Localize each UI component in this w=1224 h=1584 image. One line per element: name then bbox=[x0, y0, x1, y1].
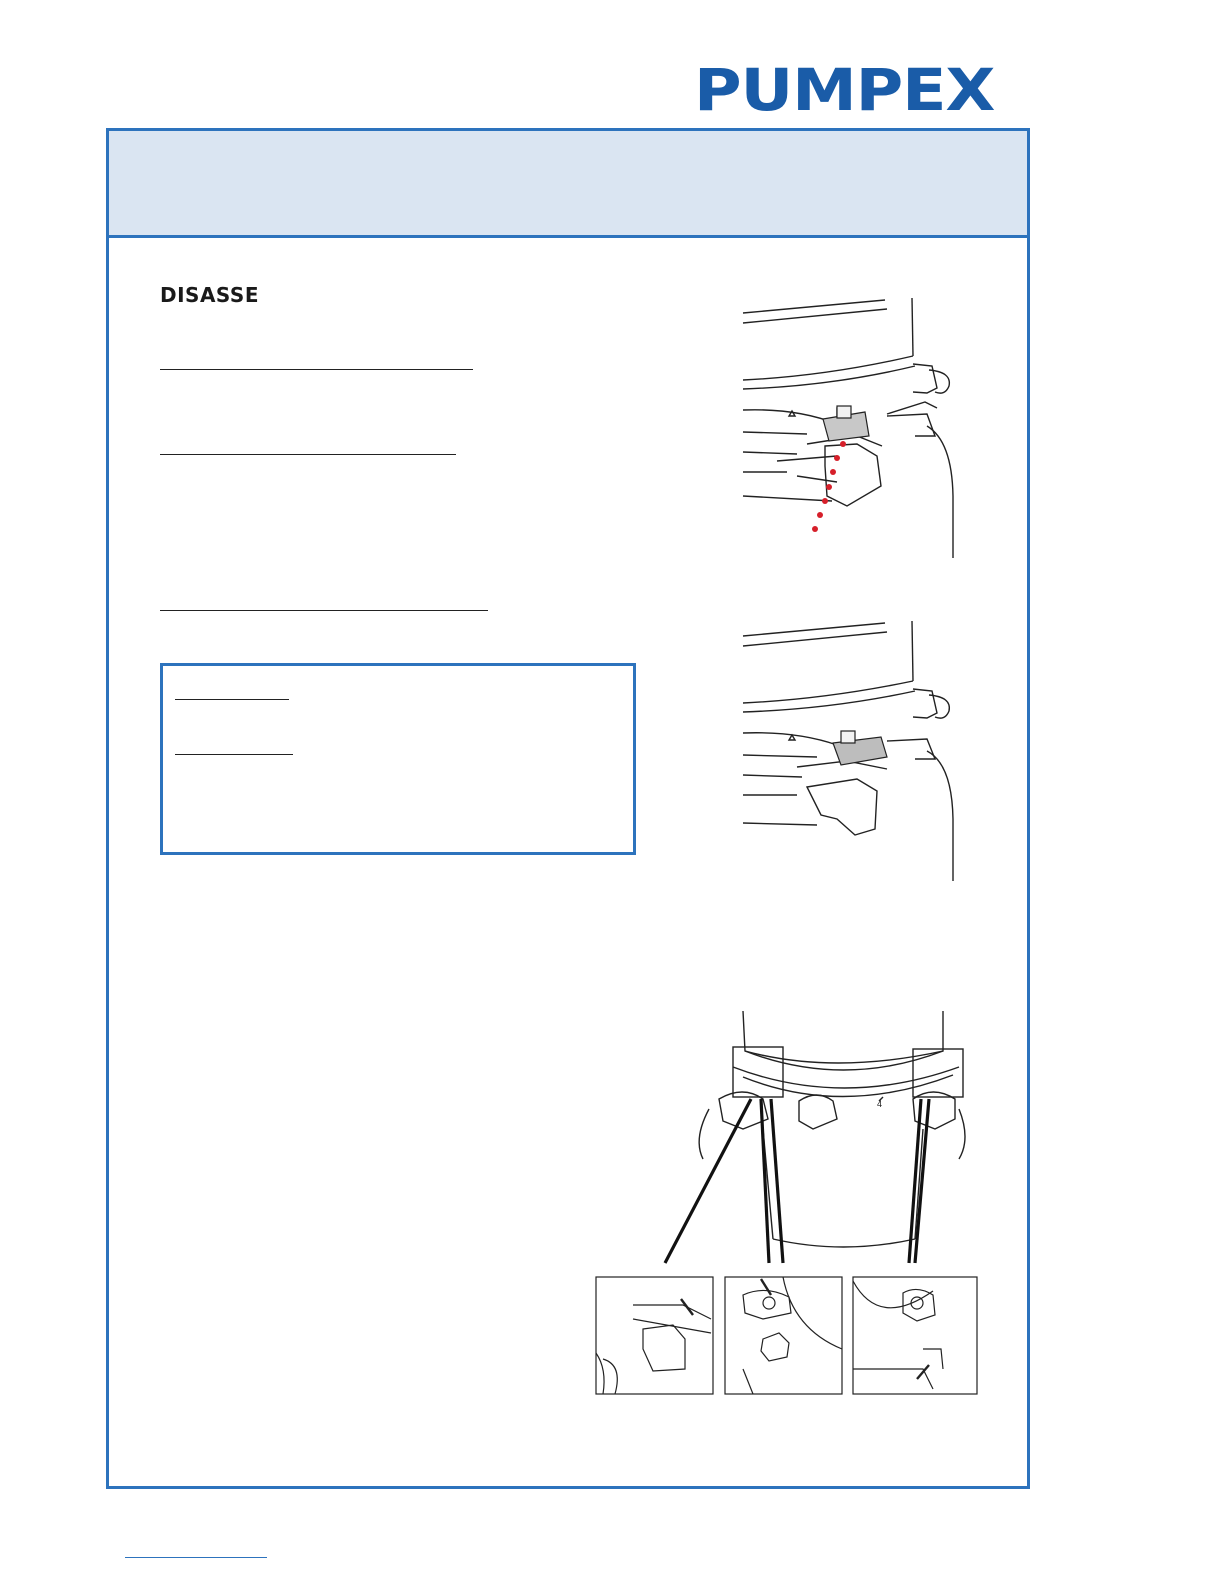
footer-link-underline[interactable] bbox=[125, 1557, 267, 1558]
figure-flange-detail-insets bbox=[593, 1009, 979, 1399]
section-title: DISASSE bbox=[160, 283, 259, 307]
page-frame bbox=[106, 128, 1030, 1489]
heading-underline-2 bbox=[160, 454, 456, 455]
heading-underline-1 bbox=[160, 369, 473, 370]
figure-flange-clamp-loosened bbox=[737, 296, 962, 566]
note-underline-1 bbox=[175, 699, 289, 700]
note-box bbox=[160, 663, 636, 855]
fig3-label-4: 4 bbox=[877, 1099, 883, 1109]
logo-wordmark: PUMPEX bbox=[694, 56, 995, 124]
heading-underline-3 bbox=[160, 610, 488, 611]
header-band bbox=[109, 131, 1027, 238]
pumpex-logo bbox=[694, 56, 1020, 124]
note-underline-2 bbox=[175, 754, 293, 755]
figure-flange-clamp-rotated bbox=[737, 619, 962, 889]
